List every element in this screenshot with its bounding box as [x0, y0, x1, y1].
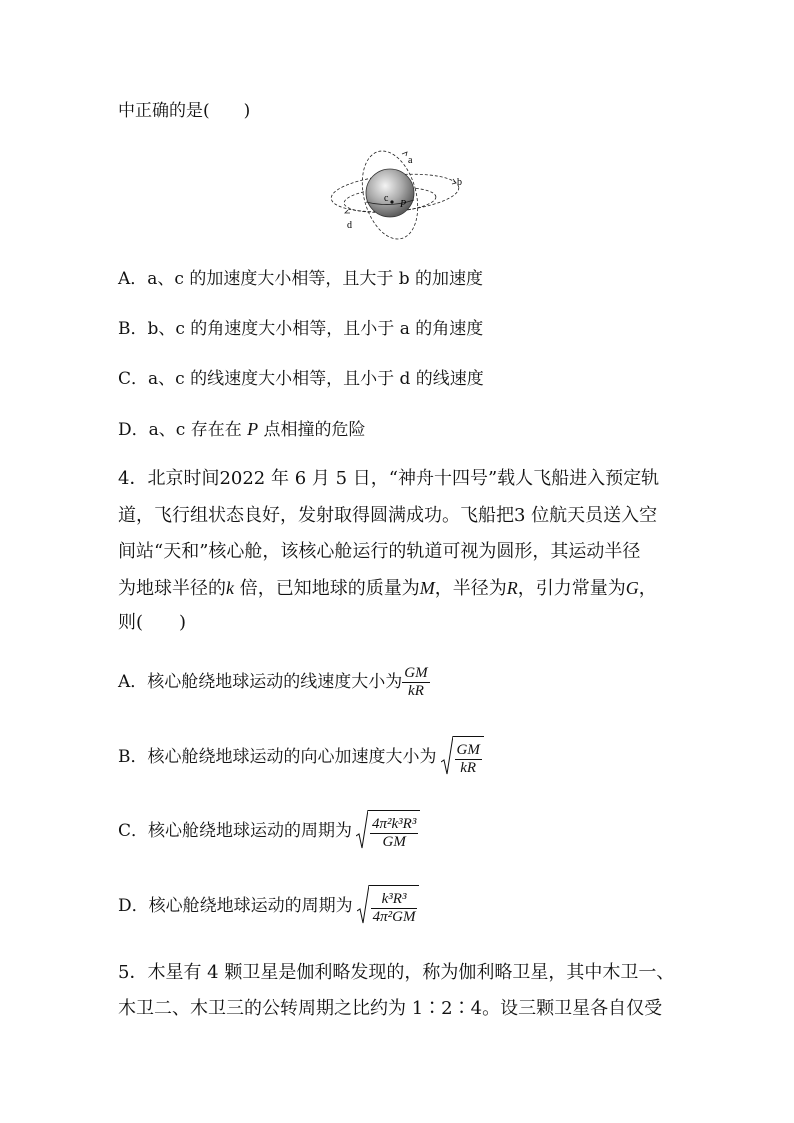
q3-option-d: D．a、c 存在在 P 点相撞的危险: [118, 419, 366, 440]
q3-option-b: B．b、c 的角速度大小相等，且小于 a 的角速度: [118, 319, 484, 339]
label-c: c: [384, 193, 389, 204]
label-a: a: [408, 155, 413, 166]
q4-line-3: 间站“天和”核心舱，该核心舱运行的轨道可视为圆形，其运动半径: [118, 541, 641, 562]
q4-option-a: A．核心舱绕地球运动的线速度大小为 $\frac{GM}{kR}$: [118, 665, 428, 699]
fraction: $\frac{GM}{kR}$: [404, 665, 428, 699]
q4-line-4: 为地球半径的k 倍，已知地球的质量为M，半径为R，引力常量为G，: [118, 578, 657, 599]
q4-line-2: 道，飞行组状态良好，发射取得圆满成功。飞船把3 位航天员送入空: [118, 505, 658, 526]
q3-tail: 中正确的是( ): [118, 101, 251, 121]
q4-line-5: 则( ): [118, 612, 187, 633]
orbit-figure: [330, 150, 475, 245]
q5-line-1: 5．木星有 4 颗卫星是伽利略发现的，称为伽利略卫星，其中木卫一、: [118, 962, 675, 983]
sqrt-symbol: $\frac{\text{k³R³}}{\text{4π²GM}}$: [357, 885, 420, 928]
q4-option-d: D．核心舱绕地球运动的周期为 $\frac{\text{k³R³}}{\text{4π²GM}}$: [118, 885, 419, 928]
q3-option-a: A．a、c 的加速度大小相等，且大于 b 的加速度: [118, 269, 484, 289]
sqrt-symbol: $\frac{\text{4π²k³R³}}{GM}$: [356, 810, 420, 853]
q4-line-1: 4．北京时间2022 年 6 月 5 日，“神舟十四号”载人飞船进入预定轨: [118, 468, 660, 489]
label-b: b: [457, 177, 462, 188]
earth-sphere: [366, 169, 414, 217]
q4-option-c: C．核心舱绕地球运动的周期为 $\frac{\text{4π²k³R³}}{GM}$: [118, 810, 420, 853]
sqrt-symbol: $\frac{GM}{kR}$: [441, 736, 484, 779]
q3-option-c: C．a、c 的线速度大小相等，且小于 d 的线速度: [118, 369, 484, 389]
q4-option-b: B．核心舱绕地球运动的向心加速度大小为 $\frac{GM}{kR}$: [118, 736, 484, 779]
label-p: P: [400, 199, 407, 210]
q5-line-2: 木卫二、木卫三的公转周期之比约为 1∶2∶4。设三颗卫星各自仅受: [118, 998, 663, 1019]
label-d: d: [347, 220, 352, 231]
